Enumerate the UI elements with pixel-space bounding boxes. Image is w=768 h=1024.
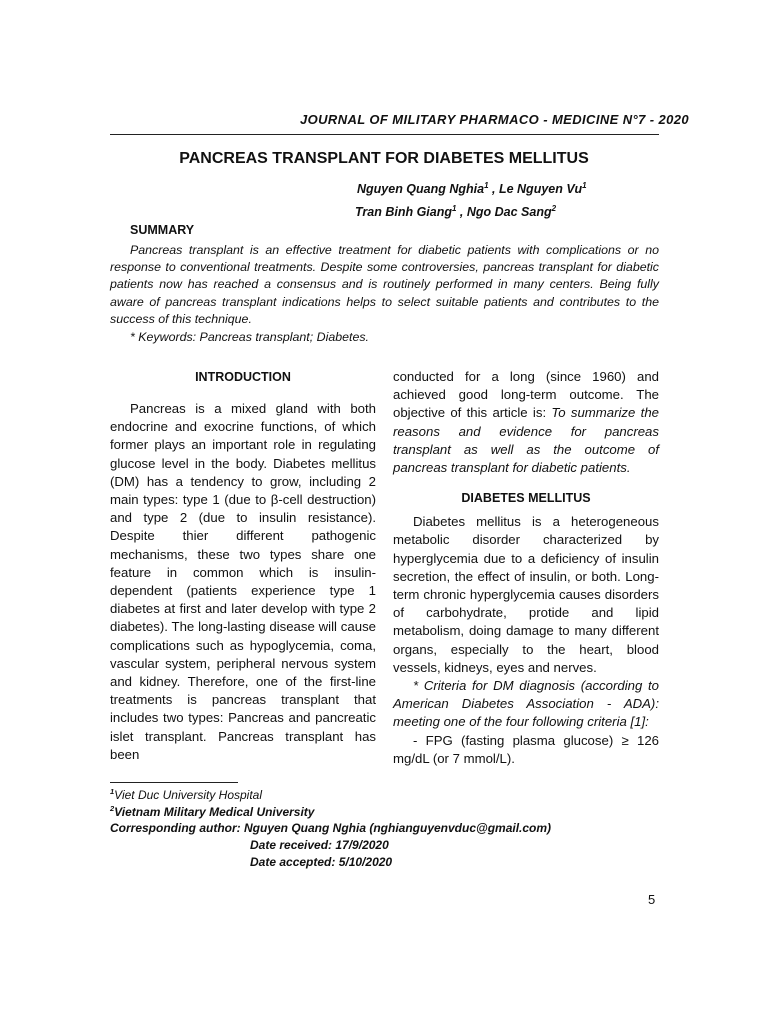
diabetes-paragraph: Diabetes mellitus is a heterogeneous metabolic disorder characterized by hyperglycemia due to a deficiency of insulin secretion, the effect of insulin, or both. Long-term chronic hyperglycemia causes disorders of carbohydrate, protide and lipid metabolism, doing damage to many different organs, especially to the heart, blood vessels, kidneys, eyes and nerves. [393, 514, 659, 675]
journal-header: JOURNAL OF MILITARY PHARMACO - MEDICINE N°7 - 2020 [300, 112, 690, 127]
introduction-continuation [393, 368, 659, 477]
continuation-text: conducted for a long (since 1960) and achieved good long-term outcome. The objective of this article is: [393, 369, 659, 421]
diagnosis-criteria: * Criteria for DM diagnosis (according to American Diabetes Association - ADA): meeting one of the four following criteria [1]: [393, 678, 659, 730]
header-rule [110, 134, 659, 135]
date-received: Date received: 17/9/2020 [250, 838, 389, 852]
footnote-marker: 1 [110, 787, 115, 796]
summary-text: Pancreas transplant is an effective treatment for diabetic patients with complications or no response to conventional treatments. Despite some controversies, pancreas transplant for diabetic patients now has reached a consensus and is routinely performed in many centers. Being fully aware of pancreas transplant indications helps to select suitable patients and contributes to the success of this technique. [110, 243, 659, 326]
diabetes-mellitus-heading: DIABETES MELLITUS [461, 491, 591, 506]
author-name: Nguyen Quang Nghia [357, 182, 485, 197]
author-affiliation: 1 [484, 181, 489, 190]
author-affiliation: 1 [582, 181, 587, 190]
footnote-affiliation-2 [110, 804, 314, 819]
introduction-heading: INTRODUCTION [195, 370, 291, 384]
footnote-affiliation-1 [110, 787, 262, 802]
date-accepted: Date accepted: 5/10/2020 [250, 855, 393, 869]
left-column [110, 368, 376, 764]
footnote-text: Viet Duc University Hospital [114, 788, 263, 802]
author-affiliation: 1 [452, 204, 457, 213]
summary-heading: SUMMARY [130, 223, 195, 237]
footnote-text: Vietnam Military Medical University [114, 805, 315, 819]
footnote-rule [110, 782, 238, 783]
page-number: 5 [648, 892, 656, 907]
author-name: Tran Binh Giang [355, 205, 452, 220]
author-name: Le Nguyen Vu [498, 182, 583, 197]
right-column [393, 368, 659, 768]
authors-line-1: Nguyen Quang Nghia$^1$ , Le Nguyen Vu$^1$ [357, 181, 587, 197]
corresponding-author: Corresponding author: Nguyen Quang Nghia (nghianguyenvduc@gmail.com) [110, 821, 552, 835]
objective-text: To summarize the reasons and evidence for pancreas transplant as well as the outcome of pancreas transplant for diabetic patients. [393, 405, 659, 476]
article-title: PANCREAS TRANSPLANT FOR DIABETES MELLITUS [179, 150, 589, 167]
introduction-paragraph: Pancreas is a mixed gland with both endocrine and exocrine functions, of which former plays an important role in regulating glucose level in the body. Diabetes mellitus (DM) has a tendency to grow, including 2 main types: type 1 (due to β-cell destruction) and type 2 (due to insulin resistance). Despite thier different pathogenic mechanisms, these two types share one feature in common which is insulin-dependent (patients experience type 1 diabetes at first and later develop with type 2 diabetes). The long-lasting disease will cause complications such as hypoglycemia, coma, vascular system, peripheral nervous system and kidney. Therefore, one of the first-line treatments is pancreas transplant that includes two types: Pancreas and pancreatic islet transplant. Pancreas transplant has been [110, 401, 376, 762]
fpg-criterion: - FPG (fasting plasma glucose) ≥ 126 mg/dL (or 7 mmol/L). [393, 732, 659, 766]
author-affiliation: 2 [551, 204, 557, 213]
footnote-marker: 2 [110, 804, 115, 813]
keywords: * Keywords: Pancreas transplant; Diabetes. [130, 330, 369, 344]
author-name: Ngo Dac Sang [466, 205, 552, 220]
authors-line-2: Tran Binh Giang$^1$ , Ngo Dac Sang$^2$ [355, 204, 557, 220]
